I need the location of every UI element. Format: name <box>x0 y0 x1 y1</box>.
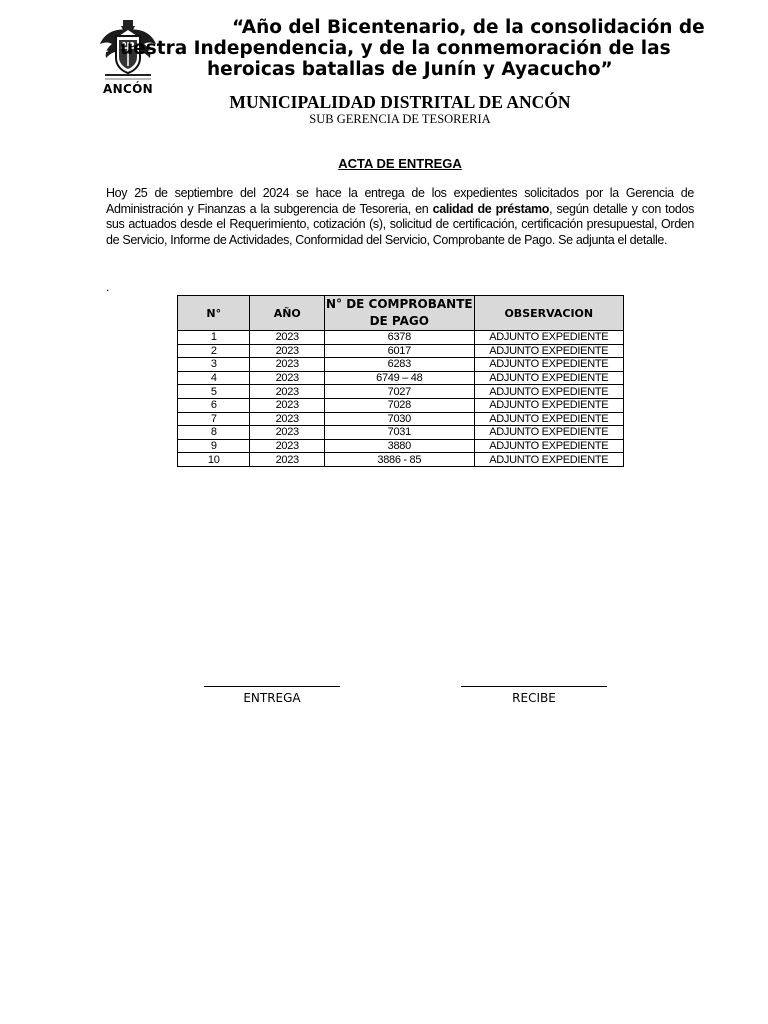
cell-year: 2023 <box>250 358 325 372</box>
cell-year: 2023 <box>250 439 325 453</box>
cell-voucher: 3886 - 85 <box>325 453 475 467</box>
signature-block-deliver <box>204 686 340 705</box>
header-observation: OBSERVACION <box>474 296 623 331</box>
paragraph-bold-text: calidad de préstamo <box>432 201 550 216</box>
payment-vouchers-table <box>177 295 624 467</box>
cell-observation: ADJUNTO EXPEDIENTE <box>474 426 623 440</box>
paragraph-text-2: , según detalle y con todos sus actuados desde el Requerimiento, cotización (s), solicitud de certificación, certificación presupuestal, Orden de Servicio, Informe de Actividades, Conformidad del Servicio, Comprobante de Pago. Se adjunta el detalle. <box>106 201 694 247</box>
cell-observation: ADJUNTO EXPEDIENTE <box>474 453 623 467</box>
signature-label-deliver: ENTREGA <box>243 691 301 705</box>
header-year: AÑO <box>250 296 325 331</box>
cell-voucher: 6749 – 48 <box>325 371 475 385</box>
cell-year: 2023 <box>250 371 325 385</box>
cell-voucher: 7030 <box>325 412 475 426</box>
cell-year: 2023 <box>250 344 325 358</box>
paragraph-text-1: Hoy 25 de septiembre del 2024 se hace la entrega de los expedientes solicitados por la Gerencia de Administración y Finanzas a la subgerencia de Tesoreria, en <box>106 186 694 216</box>
cell-number: 10 <box>178 453 250 467</box>
motto-line-1: “Año del Bicentenario, de la consolidación de <box>232 17 705 38</box>
cell-number: 7 <box>178 412 250 426</box>
cell-voucher: 7031 <box>325 426 475 440</box>
body-paragraph <box>106 186 694 248</box>
cell-number: 8 <box>178 426 250 440</box>
table-row <box>178 398 624 412</box>
table-row <box>178 412 624 426</box>
cell-observation: ADJUNTO EXPEDIENTE <box>474 371 623 385</box>
cell-voucher: 7028 <box>325 398 475 412</box>
header-number: N° <box>178 296 250 331</box>
cell-observation: ADJUNTO EXPEDIENTE <box>474 439 623 453</box>
cell-year: 2023 <box>250 385 325 399</box>
cell-number: 5 <box>178 385 250 399</box>
signature-block-receive <box>461 686 607 705</box>
cell-observation: ADJUNTO EXPEDIENTE <box>474 358 623 372</box>
cell-voucher: 7027 <box>325 385 475 399</box>
cell-year: 2023 <box>250 453 325 467</box>
municipality-name: MUNICIPALIDAD DISTRITAL DE ANCÓN <box>229 92 571 112</box>
cell-number: 6 <box>178 398 250 412</box>
table-row <box>178 426 624 440</box>
logo-text: ANCÓN <box>103 82 153 96</box>
motto-line-3: heroicas batallas de Junín y Ayacucho” <box>207 59 613 80</box>
table-row <box>178 344 624 358</box>
cell-year: 2023 <box>250 331 325 345</box>
table-row <box>178 385 624 399</box>
cell-number: 2 <box>178 344 250 358</box>
stray-dot: . <box>106 280 110 294</box>
cell-number: 9 <box>178 439 250 453</box>
cell-observation: ADJUNTO EXPEDIENTE <box>474 412 623 426</box>
cell-year: 2023 <box>250 426 325 440</box>
cell-year: 2023 <box>250 398 325 412</box>
cell-observation: ADJUNTO EXPEDIENTE <box>474 385 623 399</box>
cell-number: 3 <box>178 358 250 372</box>
table-row <box>178 331 624 345</box>
cell-voucher: 6283 <box>325 358 475 372</box>
header-voucher-number: N° DE COMPROBANTE DE PAGO <box>325 296 475 331</box>
table-header-row <box>178 296 624 331</box>
cell-voucher: 3880 <box>325 439 475 453</box>
cell-number: 1 <box>178 331 250 345</box>
sub-department-name: SUB GERENCIA DE TESORERIA <box>309 112 491 126</box>
cell-voucher: 6378 <box>325 331 475 345</box>
cell-year: 2023 <box>250 412 325 426</box>
cell-number: 4 <box>178 371 250 385</box>
cell-observation: ADJUNTO EXPEDIENTE <box>474 331 623 345</box>
table-row <box>178 371 624 385</box>
cell-observation: ADJUNTO EXPEDIENTE <box>474 398 623 412</box>
cell-voucher: 6017 <box>325 344 475 358</box>
table-row <box>178 358 624 372</box>
table-row <box>178 439 624 453</box>
cell-observation: ADJUNTO EXPEDIENTE <box>474 344 623 358</box>
official-year-motto <box>120 17 705 80</box>
signature-label-receive: RECIBE <box>512 691 556 705</box>
motto-line-2: uestra Independencia, y de la conmemoración de las <box>120 38 671 59</box>
table-row <box>178 453 624 467</box>
document-title: ACTA DE ENTREGA <box>338 156 462 171</box>
